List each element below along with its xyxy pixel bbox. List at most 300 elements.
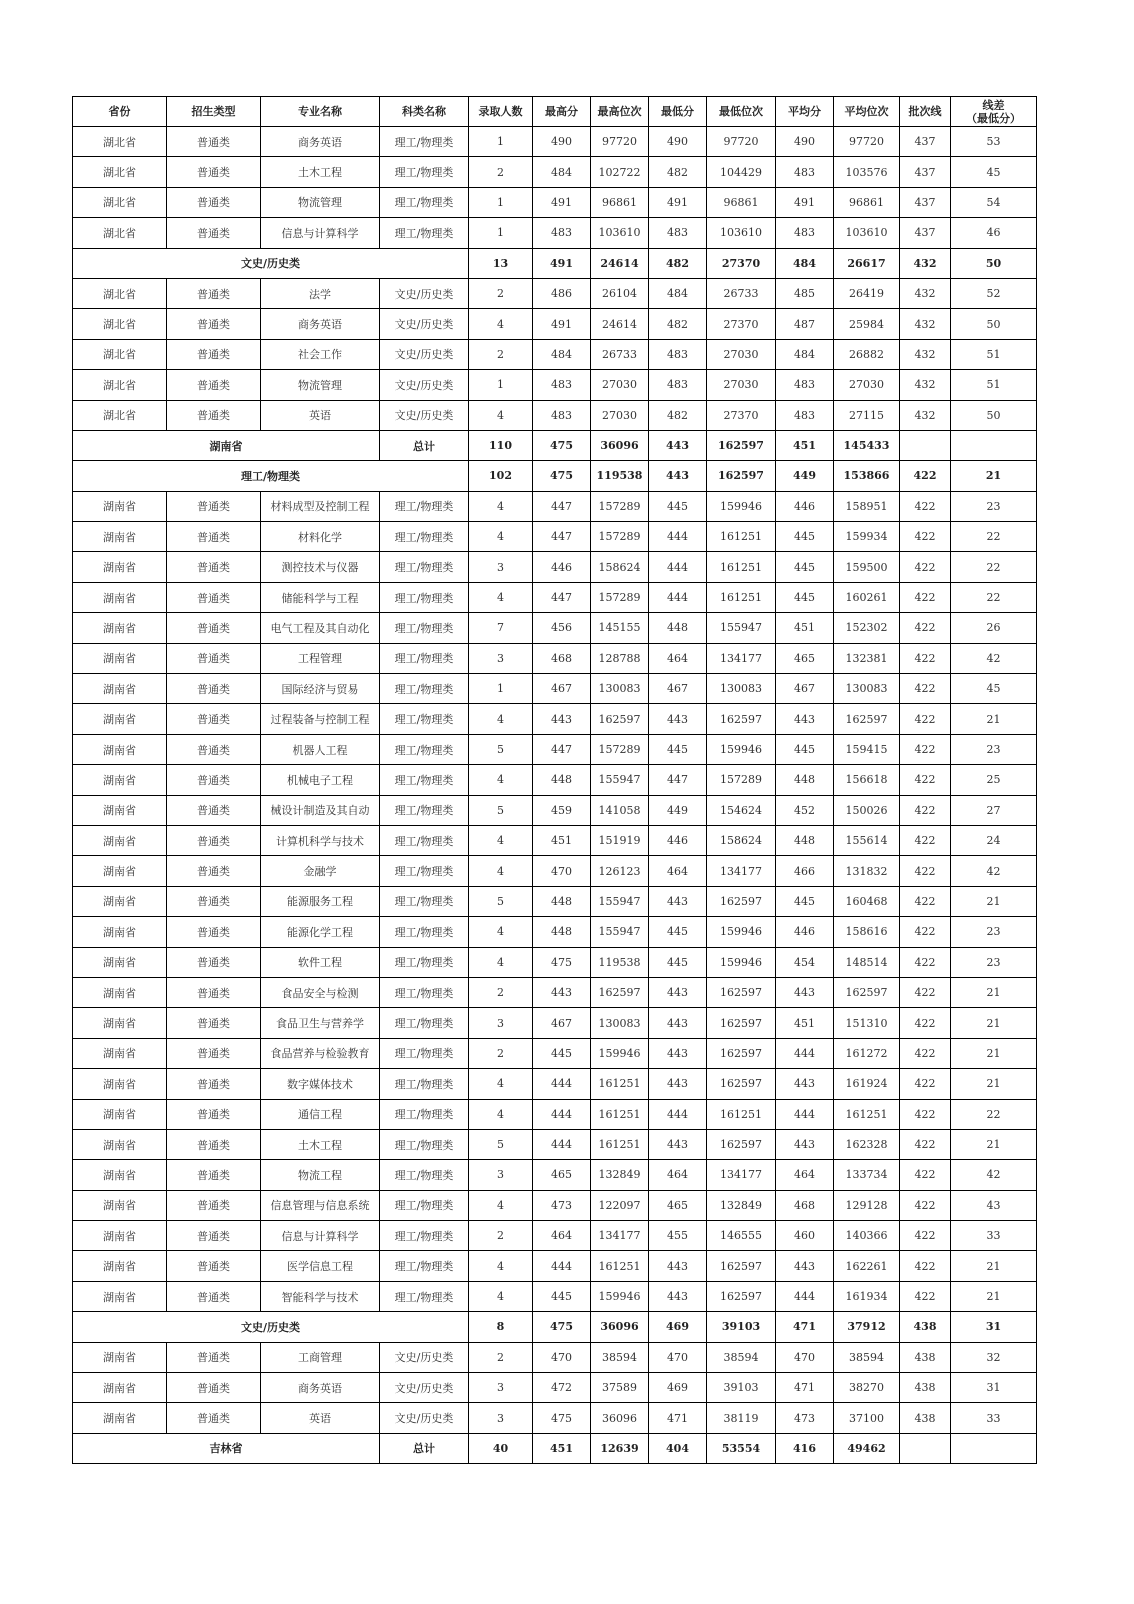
cell-subject-category: 理工/物理类	[380, 1038, 469, 1068]
cell-avg-score: 464	[776, 1160, 834, 1190]
cell-min-score: 482	[649, 400, 707, 430]
cell-line-diff: 22	[951, 582, 1037, 612]
subtotal-batch-line: 438	[900, 1312, 951, 1342]
cell-major: 土木工程	[261, 1129, 380, 1159]
cell-admitted-count: 2	[469, 977, 533, 1007]
subtotal-avg-rank: 26617	[834, 248, 900, 278]
table-row	[73, 1221, 1037, 1251]
cell-batch-line: 432	[900, 400, 951, 430]
cell-province: 湖南省	[73, 613, 167, 643]
cell-avg-score: 445	[776, 886, 834, 916]
cell-subject-category: 理工/物理类	[380, 704, 469, 734]
cell-major: 械设计制造及其自动	[261, 795, 380, 825]
cell-admission-type: 普通类	[167, 1008, 261, 1038]
cell-line-diff: 52	[951, 278, 1037, 308]
cell-admitted-count: 4	[469, 1099, 533, 1129]
cell-avg-rank: 130083	[834, 674, 900, 704]
cell-max-rank: 162597	[591, 704, 649, 734]
admission-scores-table	[72, 96, 1037, 1464]
cell-subject-category: 文史/历史类	[380, 1373, 469, 1403]
cell-major: 软件工程	[261, 947, 380, 977]
cell-admission-type: 普通类	[167, 704, 261, 734]
cell-min-score: 445	[649, 734, 707, 764]
cell-province: 湖南省	[73, 1008, 167, 1038]
table-row	[73, 1160, 1037, 1190]
cell-min-rank: 161251	[707, 582, 776, 612]
cell-admitted-count: 5	[469, 1129, 533, 1159]
cell-major: 英语	[261, 400, 380, 430]
cell-subject-category: 文史/历史类	[380, 370, 469, 400]
table-row	[73, 1129, 1037, 1159]
cell-min-rank: 27030	[707, 370, 776, 400]
cell-batch-line: 432	[900, 309, 951, 339]
cell-avg-score: 443	[776, 704, 834, 734]
cell-avg-rank: 38594	[834, 1342, 900, 1372]
cell-province: 湖北省	[73, 400, 167, 430]
cell-major: 过程装备与控制工程	[261, 704, 380, 734]
cell-batch-line: 422	[900, 886, 951, 916]
table-row	[73, 1373, 1037, 1403]
province-total-sublabel: 总计	[380, 430, 469, 460]
cell-avg-rank: 160261	[834, 582, 900, 612]
cell-line-diff: 21	[951, 704, 1037, 734]
cell-admission-type: 普通类	[167, 643, 261, 673]
table-row	[73, 339, 1037, 369]
cell-line-diff: 26	[951, 613, 1037, 643]
total-max-score: 475	[533, 430, 591, 460]
subtotal-avg-score: 471	[776, 1312, 834, 1342]
cell-admission-type: 普通类	[167, 1281, 261, 1311]
cell-max-rank: 161251	[591, 1069, 649, 1099]
cell-min-score: 443	[649, 1129, 707, 1159]
cell-province: 湖北省	[73, 339, 167, 369]
cell-admission-type: 普通类	[167, 309, 261, 339]
table-row	[73, 552, 1037, 582]
cell-admission-type: 普通类	[167, 1099, 261, 1129]
cell-min-rank: 132849	[707, 1190, 776, 1220]
cell-min-score: 449	[649, 795, 707, 825]
cell-subject-category: 理工/物理类	[380, 765, 469, 795]
cell-min-score: 471	[649, 1403, 707, 1433]
cell-major: 商务英语	[261, 127, 380, 157]
cell-major: 电气工程及其自动化	[261, 613, 380, 643]
subtotal-max-rank: 119538	[591, 461, 649, 491]
cell-major: 计算机科学与技术	[261, 825, 380, 855]
cell-line-diff: 23	[951, 947, 1037, 977]
cell-batch-line: 422	[900, 1069, 951, 1099]
cell-max-score: 443	[533, 704, 591, 734]
cell-major: 材料化学	[261, 522, 380, 552]
cell-max-score: 475	[533, 947, 591, 977]
cell-line-diff: 51	[951, 370, 1037, 400]
cell-max-rank: 134177	[591, 1221, 649, 1251]
cell-avg-score: 491	[776, 187, 834, 217]
cell-max-rank: 157289	[591, 491, 649, 521]
cell-admission-type: 普通类	[167, 157, 261, 187]
cell-avg-score: 446	[776, 917, 834, 947]
cell-max-rank: 161251	[591, 1099, 649, 1129]
cell-avg-score: 471	[776, 1373, 834, 1403]
cell-max-rank: 130083	[591, 1008, 649, 1038]
cell-avg-score: 448	[776, 825, 834, 855]
cell-major: 材料成型及控制工程	[261, 491, 380, 521]
cell-avg-rank: 150026	[834, 795, 900, 825]
province-total-sublabel: 总计	[380, 1433, 469, 1463]
cell-max-score: 491	[533, 187, 591, 217]
cell-line-diff: 22	[951, 552, 1037, 582]
cell-line-diff: 45	[951, 157, 1037, 187]
cell-batch-line: 422	[900, 1038, 951, 1068]
cell-subject-category: 理工/物理类	[380, 917, 469, 947]
header-avg-score: 平均分	[776, 97, 834, 127]
cell-avg-rank: 96861	[834, 187, 900, 217]
cell-subject-category: 理工/物理类	[380, 613, 469, 643]
cell-admission-type: 普通类	[167, 977, 261, 1007]
cell-min-rank: 162597	[707, 886, 776, 916]
table-row	[73, 825, 1037, 855]
cell-min-rank: 162597	[707, 1281, 776, 1311]
cell-province: 湖南省	[73, 917, 167, 947]
cell-province: 湖北省	[73, 187, 167, 217]
cell-line-diff: 42	[951, 856, 1037, 886]
table-row	[73, 1069, 1037, 1099]
cell-subject-category: 文史/历史类	[380, 278, 469, 308]
table-row	[73, 278, 1037, 308]
cell-min-score: 443	[649, 1281, 707, 1311]
cell-avg-score: 473	[776, 1403, 834, 1433]
cell-max-score: 444	[533, 1099, 591, 1129]
cell-province: 湖南省	[73, 1129, 167, 1159]
cell-batch-line: 422	[900, 765, 951, 795]
cell-min-rank: 134177	[707, 1160, 776, 1190]
cell-province: 湖南省	[73, 674, 167, 704]
cell-max-rank: 102722	[591, 157, 649, 187]
cell-batch-line: 422	[900, 1160, 951, 1190]
cell-min-score: 482	[649, 309, 707, 339]
cell-avg-rank: 161251	[834, 1099, 900, 1129]
total-max-rank: 12639	[591, 1433, 649, 1463]
cell-max-rank: 157289	[591, 734, 649, 764]
cell-min-score: 443	[649, 977, 707, 1007]
cell-avg-score: 443	[776, 1129, 834, 1159]
header-major: 专业名称	[261, 97, 380, 127]
cell-admitted-count: 4	[469, 400, 533, 430]
cell-min-score: 464	[649, 1160, 707, 1190]
cell-min-score: 483	[649, 218, 707, 248]
cell-major: 国际经济与贸易	[261, 674, 380, 704]
cell-max-score: 448	[533, 917, 591, 947]
table-row	[73, 1251, 1037, 1281]
table-row	[73, 218, 1037, 248]
cell-batch-line: 422	[900, 917, 951, 947]
cell-admitted-count: 4	[469, 765, 533, 795]
table-row	[73, 734, 1037, 764]
cell-min-rank: 26733	[707, 278, 776, 308]
cell-min-score: 464	[649, 643, 707, 673]
cell-max-rank: 27030	[591, 370, 649, 400]
cell-line-diff: 32	[951, 1342, 1037, 1372]
cell-min-score: 491	[649, 187, 707, 217]
cell-batch-line: 422	[900, 795, 951, 825]
cell-avg-score: 446	[776, 491, 834, 521]
cell-admission-type: 普通类	[167, 856, 261, 886]
cell-batch-line: 437	[900, 218, 951, 248]
cell-major: 机械电子工程	[261, 765, 380, 795]
cell-line-diff: 25	[951, 765, 1037, 795]
cell-province: 湖南省	[73, 1251, 167, 1281]
cell-min-rank: 158624	[707, 825, 776, 855]
cell-min-score: 490	[649, 127, 707, 157]
cell-max-rank: 155947	[591, 886, 649, 916]
cell-min-score: 447	[649, 765, 707, 795]
cell-avg-rank: 162328	[834, 1129, 900, 1159]
cell-admitted-count: 1	[469, 674, 533, 704]
cell-admission-type: 普通类	[167, 1129, 261, 1159]
cell-admission-type: 普通类	[167, 370, 261, 400]
cell-max-rank: 128788	[591, 643, 649, 673]
cell-admitted-count: 3	[469, 643, 533, 673]
subtotal-avg-rank: 153866	[834, 461, 900, 491]
cell-admission-type: 普通类	[167, 491, 261, 521]
subtotal-line-diff: 21	[951, 461, 1037, 491]
cell-batch-line: 422	[900, 825, 951, 855]
cell-subject-category: 文史/历史类	[380, 339, 469, 369]
cell-max-score: 444	[533, 1069, 591, 1099]
cell-max-rank: 26733	[591, 339, 649, 369]
cell-avg-score: 483	[776, 157, 834, 187]
table-row	[73, 795, 1037, 825]
cell-avg-rank: 38270	[834, 1373, 900, 1403]
subtotal-min-rank: 39103	[707, 1312, 776, 1342]
cell-line-diff: 42	[951, 643, 1037, 673]
cell-admitted-count: 2	[469, 1342, 533, 1372]
cell-min-score: 443	[649, 1251, 707, 1281]
cell-avg-rank: 161272	[834, 1038, 900, 1068]
table-row	[73, 400, 1037, 430]
cell-avg-rank: 26419	[834, 278, 900, 308]
cell-line-diff: 42	[951, 1160, 1037, 1190]
cell-major: 工程管理	[261, 643, 380, 673]
cell-subject-category: 理工/物理类	[380, 1281, 469, 1311]
total-min-score: 443	[649, 430, 707, 460]
cell-avg-score: 490	[776, 127, 834, 157]
cell-avg-rank: 25984	[834, 309, 900, 339]
cell-line-diff: 33	[951, 1221, 1037, 1251]
cell-avg-rank: 159500	[834, 552, 900, 582]
cell-subject-category: 理工/物理类	[380, 582, 469, 612]
cell-major: 食品安全与检测	[261, 977, 380, 1007]
cell-max-score: 445	[533, 1281, 591, 1311]
cell-province: 湖南省	[73, 491, 167, 521]
cell-min-rank: 162597	[707, 1038, 776, 1068]
cell-province: 湖南省	[73, 1342, 167, 1372]
cell-max-rank: 161251	[591, 1129, 649, 1159]
cell-province: 湖北省	[73, 370, 167, 400]
cell-line-diff: 43	[951, 1190, 1037, 1220]
province-total-label: 吉林省	[73, 1433, 380, 1463]
cell-max-rank: 159946	[591, 1281, 649, 1311]
cell-batch-line: 438	[900, 1373, 951, 1403]
cell-admitted-count: 1	[469, 218, 533, 248]
cell-avg-rank: 159934	[834, 522, 900, 552]
cell-avg-rank: 159415	[834, 734, 900, 764]
cell-province: 湖南省	[73, 886, 167, 916]
cell-line-diff: 21	[951, 1281, 1037, 1311]
cell-admission-type: 普通类	[167, 886, 261, 916]
total-batch-line	[900, 1433, 951, 1463]
cell-max-rank: 130083	[591, 674, 649, 704]
cell-min-rank: 159946	[707, 491, 776, 521]
table-row	[73, 157, 1037, 187]
cell-line-diff: 50	[951, 400, 1037, 430]
cell-max-rank: 27030	[591, 400, 649, 430]
cell-min-score: 470	[649, 1342, 707, 1372]
cell-subject-category: 文史/历史类	[380, 1403, 469, 1433]
cell-province: 湖南省	[73, 704, 167, 734]
cell-avg-rank: 155614	[834, 825, 900, 855]
cell-admitted-count: 3	[469, 1160, 533, 1190]
cell-avg-score: 460	[776, 1221, 834, 1251]
header-subject-category: 科类名称	[380, 97, 469, 127]
cell-max-rank: 126123	[591, 856, 649, 886]
cell-admission-type: 普通类	[167, 917, 261, 947]
cell-line-diff: 23	[951, 734, 1037, 764]
cell-min-rank: 159946	[707, 947, 776, 977]
total-line-diff	[951, 1433, 1037, 1463]
header-max-rank: 最高位次	[591, 97, 649, 127]
cell-max-score: 483	[533, 370, 591, 400]
cell-avg-rank: 160468	[834, 886, 900, 916]
cell-subject-category: 理工/物理类	[380, 856, 469, 886]
cell-admitted-count: 4	[469, 522, 533, 552]
cell-admission-type: 普通类	[167, 947, 261, 977]
cell-min-score: 467	[649, 674, 707, 704]
cell-avg-rank: 133734	[834, 1160, 900, 1190]
cell-max-rank: 26104	[591, 278, 649, 308]
cell-admission-type: 普通类	[167, 1373, 261, 1403]
total-max-score: 451	[533, 1433, 591, 1463]
cell-subject-category: 理工/物理类	[380, 674, 469, 704]
header-line-diff: 线差 （最低分）	[951, 97, 1037, 127]
cell-subject-category: 文史/历史类	[380, 309, 469, 339]
cell-admitted-count: 1	[469, 370, 533, 400]
subtotal-batch-line: 422	[900, 461, 951, 491]
table-row	[73, 643, 1037, 673]
cell-province: 湖南省	[73, 977, 167, 1007]
cell-admitted-count: 4	[469, 309, 533, 339]
category-subtotal-row	[73, 461, 1037, 491]
cell-subject-category: 理工/物理类	[380, 795, 469, 825]
cell-avg-score: 483	[776, 370, 834, 400]
cell-line-diff: 53	[951, 127, 1037, 157]
cell-major: 信息与计算科学	[261, 1221, 380, 1251]
cell-major: 智能科学与技术	[261, 1281, 380, 1311]
cell-admission-type: 普通类	[167, 218, 261, 248]
cell-max-rank: 151919	[591, 825, 649, 855]
cell-subject-category: 理工/物理类	[380, 552, 469, 582]
cell-province: 湖南省	[73, 734, 167, 764]
cell-avg-rank: 129128	[834, 1190, 900, 1220]
cell-line-diff: 21	[951, 1129, 1037, 1159]
cell-avg-rank: 97720	[834, 127, 900, 157]
cell-admission-type: 普通类	[167, 734, 261, 764]
cell-admitted-count: 2	[469, 157, 533, 187]
table-row	[73, 582, 1037, 612]
cell-province: 湖南省	[73, 1099, 167, 1129]
cell-batch-line: 422	[900, 643, 951, 673]
cell-min-score: 445	[649, 917, 707, 947]
cell-max-rank: 103610	[591, 218, 649, 248]
cell-max-rank: 161251	[591, 1251, 649, 1281]
cell-min-rank: 27370	[707, 400, 776, 430]
cell-province: 湖南省	[73, 1190, 167, 1220]
cell-major: 食品卫生与营养学	[261, 1008, 380, 1038]
cell-subject-category: 理工/物理类	[380, 127, 469, 157]
cell-line-diff: 45	[951, 674, 1037, 704]
cell-max-score: 443	[533, 977, 591, 1007]
total-batch-line	[900, 430, 951, 460]
cell-avg-score: 444	[776, 1099, 834, 1129]
cell-min-rank: 161251	[707, 1099, 776, 1129]
cell-admission-type: 普通类	[167, 552, 261, 582]
cell-avg-score: 448	[776, 765, 834, 795]
cell-min-rank: 155947	[707, 613, 776, 643]
cell-province: 湖南省	[73, 1160, 167, 1190]
cell-min-rank: 161251	[707, 552, 776, 582]
province-total-row	[73, 1433, 1037, 1463]
subtotal-admitted-count: 13	[469, 248, 533, 278]
cell-province: 湖北省	[73, 218, 167, 248]
cell-batch-line: 422	[900, 552, 951, 582]
cell-admitted-count: 3	[469, 1373, 533, 1403]
cell-min-score: 444	[649, 582, 707, 612]
cell-admitted-count: 4	[469, 856, 533, 886]
cell-major: 法学	[261, 278, 380, 308]
cell-line-diff: 21	[951, 1038, 1037, 1068]
cell-batch-line: 422	[900, 674, 951, 704]
cell-max-rank: 145155	[591, 613, 649, 643]
cell-admission-type: 普通类	[167, 1038, 261, 1068]
cell-subject-category: 理工/物理类	[380, 187, 469, 217]
cell-batch-line: 432	[900, 370, 951, 400]
cell-min-rank: 38119	[707, 1403, 776, 1433]
cell-line-diff: 22	[951, 1099, 1037, 1129]
cell-min-rank: 154624	[707, 795, 776, 825]
cell-avg-rank: 140366	[834, 1221, 900, 1251]
cell-avg-score: 483	[776, 400, 834, 430]
cell-batch-line: 422	[900, 1251, 951, 1281]
total-min-rank: 162597	[707, 430, 776, 460]
header-admitted-count: 录取人数	[469, 97, 533, 127]
cell-max-rank: 141058	[591, 795, 649, 825]
table-row	[73, 977, 1037, 1007]
header-max-score: 最高分	[533, 97, 591, 127]
total-line-diff	[951, 430, 1037, 460]
cell-max-rank: 119538	[591, 947, 649, 977]
cell-avg-rank: 37100	[834, 1403, 900, 1433]
total-admitted-count: 110	[469, 430, 533, 460]
cell-avg-score: 451	[776, 1008, 834, 1038]
cell-admitted-count: 2	[469, 1221, 533, 1251]
cell-province: 湖北省	[73, 278, 167, 308]
cell-avg-rank: 103610	[834, 218, 900, 248]
cell-max-score: 486	[533, 278, 591, 308]
cell-line-diff: 22	[951, 522, 1037, 552]
cell-subject-category: 理工/物理类	[380, 1129, 469, 1159]
cell-admission-type: 普通类	[167, 1251, 261, 1281]
cell-max-rank: 132849	[591, 1160, 649, 1190]
cell-subject-category: 理工/物理类	[380, 886, 469, 916]
